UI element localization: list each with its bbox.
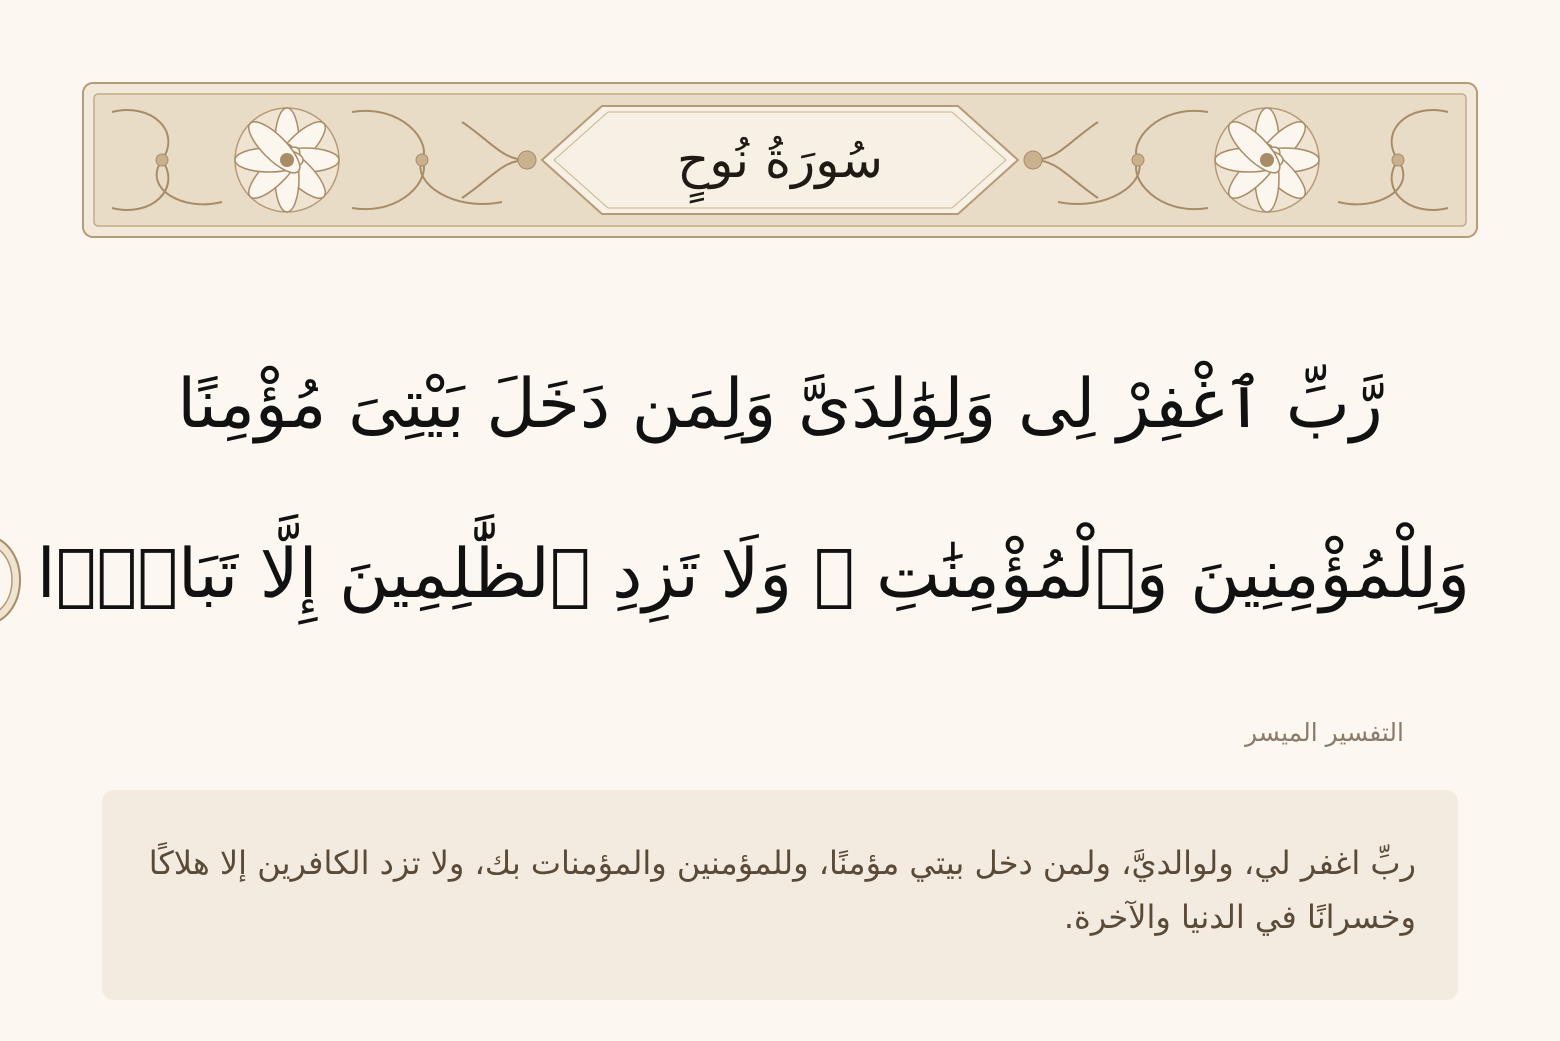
- tafsir-label: التفسير الميسر: [1245, 718, 1404, 747]
- verse-line-2-text: وَلِلْمُؤْمِنِينَ وَٱلْمُؤْمِنَٰتِ ۖ وَلَا تَزِدِ ٱلظَّٰلِمِينَ إِلَّا تَبَارًۢا: [36, 535, 1470, 614]
- verse-line-1: رَّبِّ ٱغْفِرْ لِى وَلِوَٰلِدَىَّ وَلِمَن دَخَلَ بَيْتِىَ مُؤْمِنًا: [177, 365, 1383, 444]
- surah-title: سُورَةُ نُوحٍ: [677, 131, 883, 189]
- surah-header-banner: [82, 82, 1478, 238]
- tafsir-box: [102, 790, 1458, 1000]
- ayah-marker: [0, 532, 23, 628]
- ayah-number: [0, 564, 23, 596]
- verse-line-2: [36, 490, 1470, 660]
- tafsir-text: ربِّ اغفر لي، ولوالديَّ، ولمن دخل بيتي مؤمنًا، وللمؤمنين والمؤمنات بك، ولا تزد الكافرين إلا هلاكًا وخسرانًا في الدنيا والآخرة.: [148, 844, 1416, 936]
- quran-verse: [36, 320, 1470, 660]
